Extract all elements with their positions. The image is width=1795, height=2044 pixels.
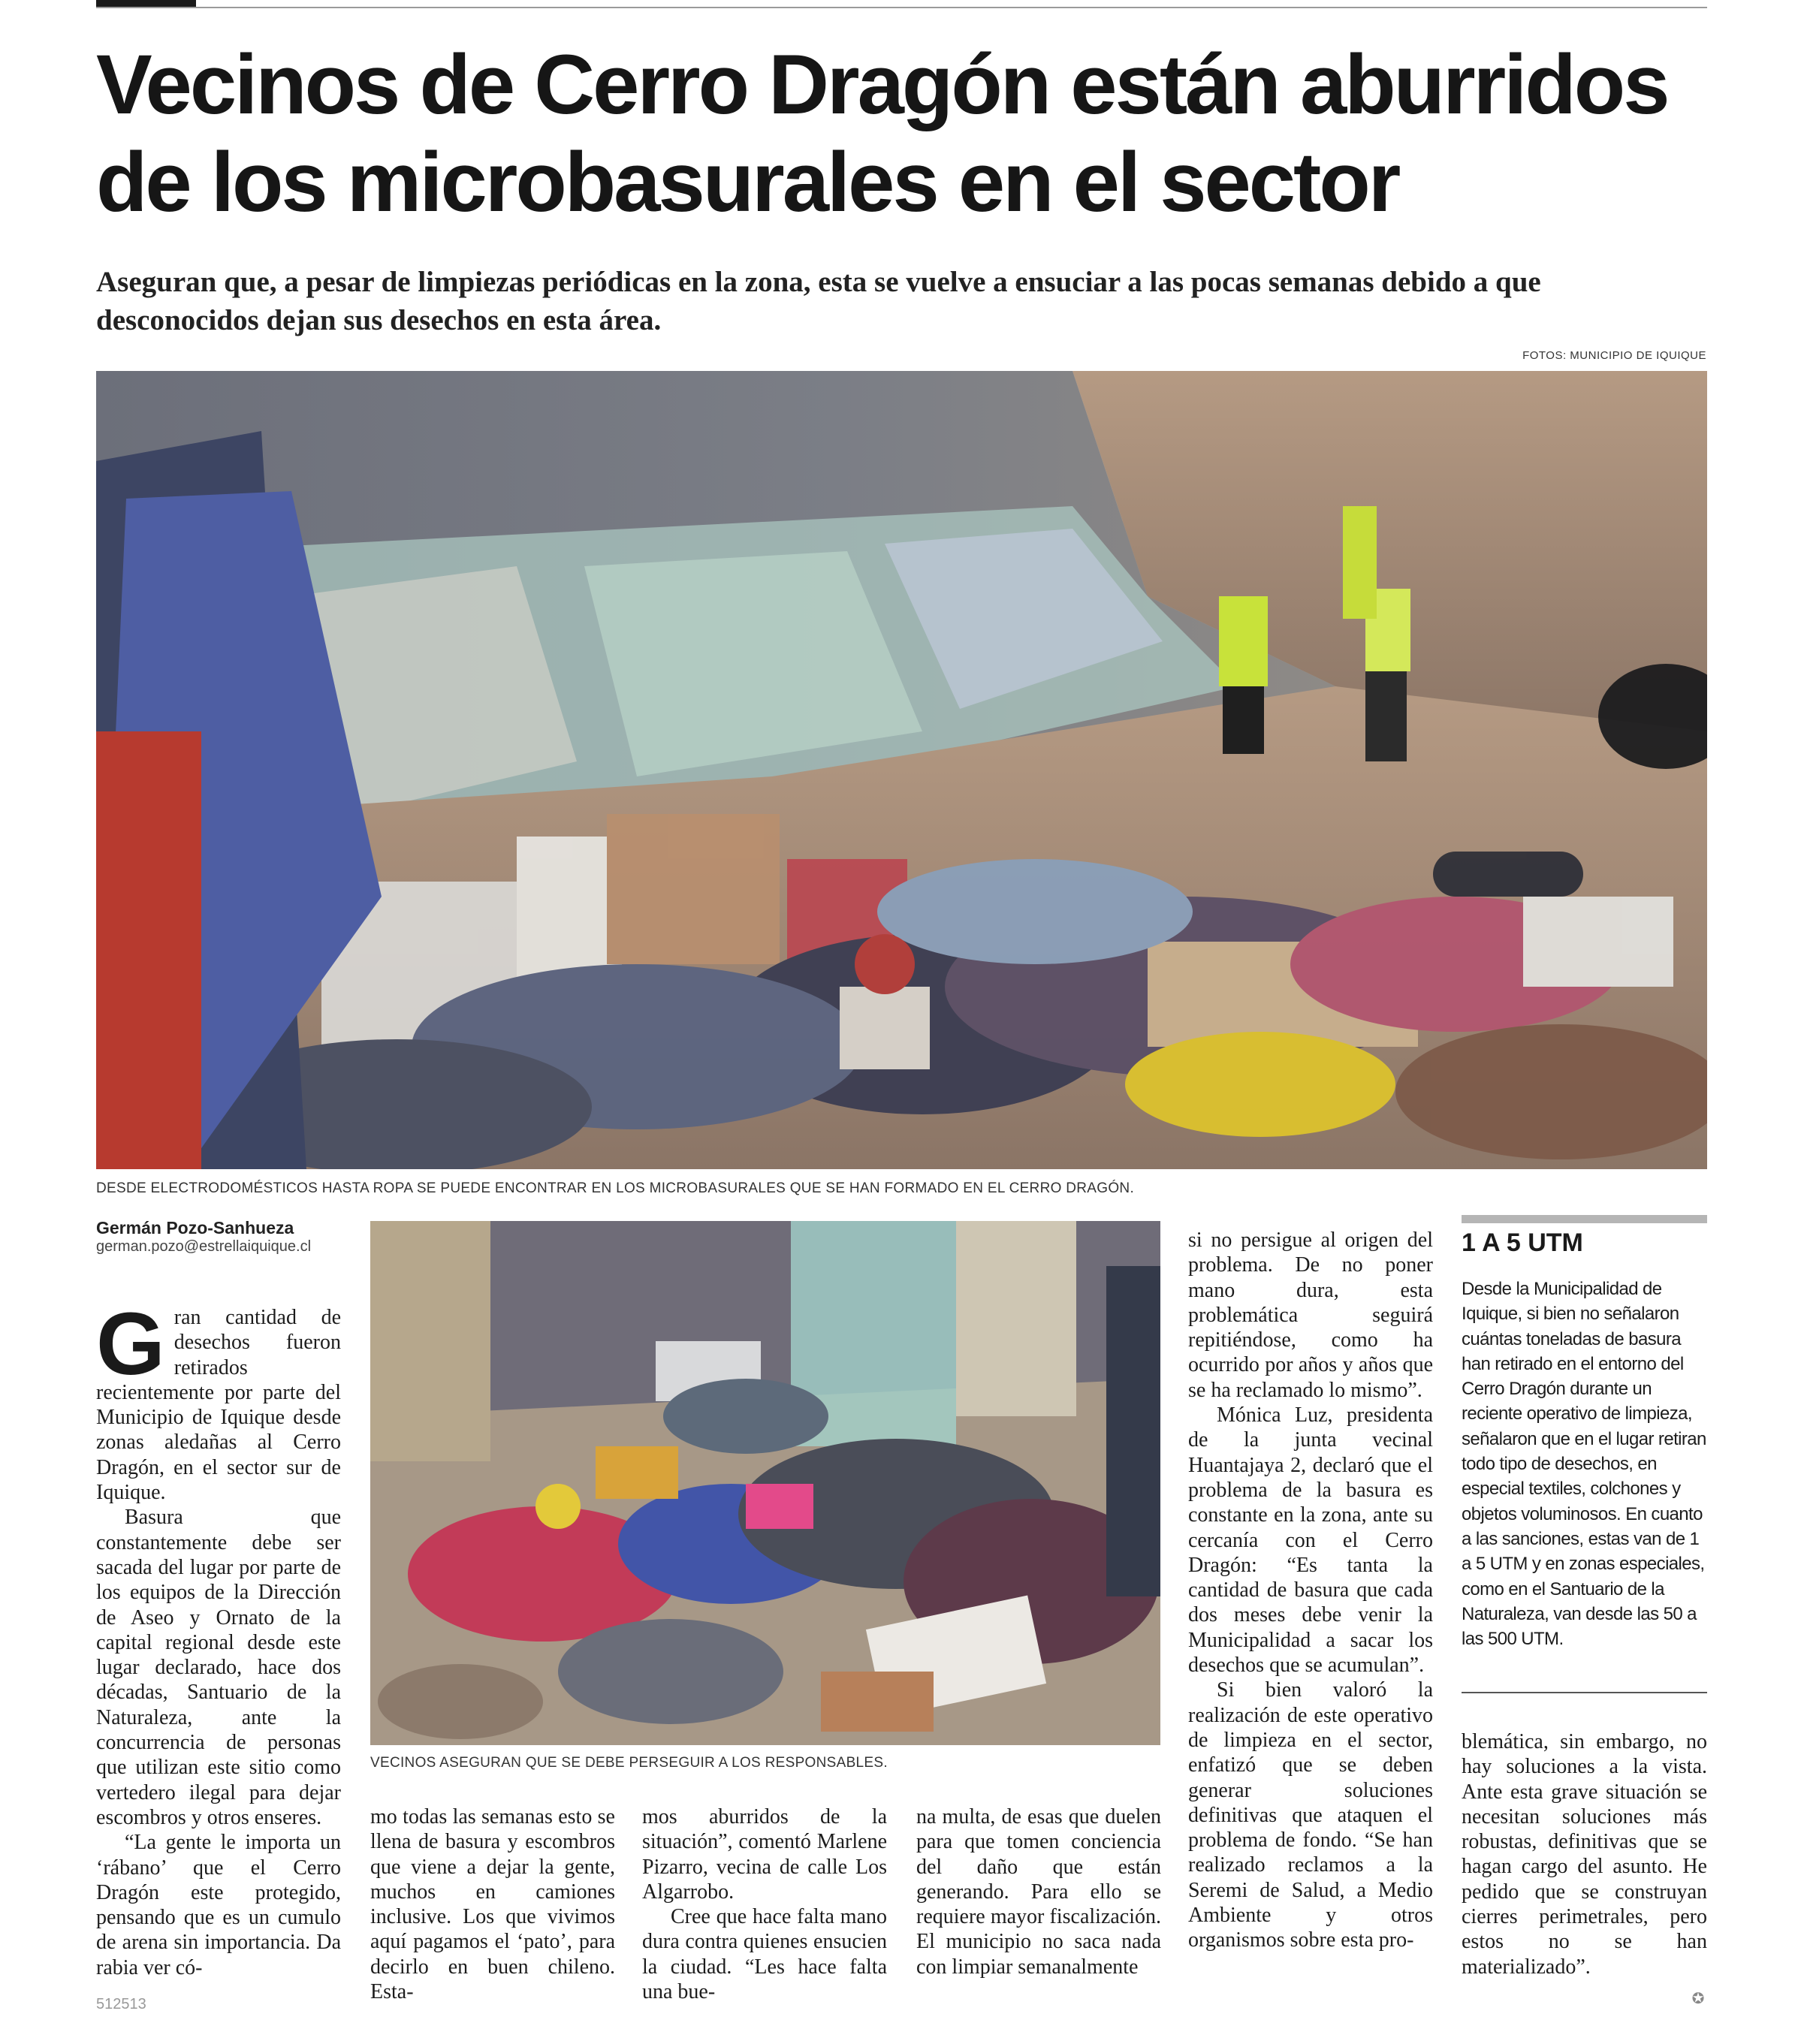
paragraph: mo todas las semanas esto se llena de basura y escombros que viene a dejar la gente, muchos en camiones inclusive. Los que vivimos aquí pagamos el ‘pato’, para decirlo en buen chileno. Esta- [370, 1805, 615, 2004]
article-column-6 [1462, 1729, 1707, 1979]
paragraph: “La gente le importa un ‘rábano’ que el Cerro Dragón este protegido, pensando que es un cumulo de arena sin importancia. Da rabia ver có- [96, 1831, 341, 1979]
article-column-3 [642, 1804, 887, 2004]
headline: Vecinos de Cerro Dragón están aburridos de los microbasurales en el sector [96, 38, 1668, 229]
dropcap: G [96, 1295, 165, 1394]
photo-credit: FOTOS: MUNICIPIO DE IQUIQUE [1522, 349, 1706, 362]
lead-paragraph: Gran cantidad de desechos fueron retirados recientemente por parte del Municipio de Iquique desde zonas aledañas al Cerro Dragón, en el sector sur de Iquique. [96, 1295, 341, 1505]
main-photo-caption: DESDE ELECTRODOMÉSTICOS HASTA ROPA SE PUEDE ENCONTRAR EN LOS MICROBASURALES QUE SE HAN FORMADO EN EL CERRO DRAGÓN. [96, 1180, 1135, 1196]
author-name: Germán Pozo-Sanhueza [96, 1218, 294, 1238]
article-column-5 [1188, 1228, 1433, 1953]
article-column-1 [96, 1295, 341, 1980]
sidebar-top-rule [1462, 1215, 1707, 1223]
page-code: 512513 [96, 1996, 146, 2012]
main-photo [96, 371, 1707, 1169]
second-photo-caption: VECINOS ASEGURAN QUE SE DEBE PERSEGUIR A LOS RESPONSABLES. [370, 1755, 888, 1771]
article-column-4 [916, 1804, 1161, 1979]
photo-garbage-wall-icon [96, 371, 1707, 1169]
sidebar-bottom-rule [1462, 1692, 1707, 1693]
article-column-2 [370, 1804, 615, 2004]
sidebar-title: 1 A 5 UTM [1462, 1229, 1583, 1257]
paragraph: Cree que hace falta mano dura contra quienes ensucien la ciudad. “Les hace falta una bue- [642, 1905, 887, 2004]
sidebar-text: Desde la Municipalidad de Iquique, si bien no señalaron cuántas toneladas de basura han retirado en el entorno del Cerro Dragón durante un reciente operativo de limpieza, señalaron que en el lugar retiran todo tipo de desechos, en especial textiles, colchones y objetos voluminosos. En cuanto a las sanciones, estas van de 1 a 5 UTM y en zonas especiales, como en el Santuario de la Naturaleza, van desde las 50 a las 500 UTM. [1462, 1279, 1706, 1650]
paragraph: blemática, sin embargo, no hay soluciones a la vista. Ante esta grave situación se necesitan soluciones más robustas, definitivas que se hagan cargo del asunto. He pedido que se construyan cierres perimetrales, pero estos no se han materializado”. [1462, 1730, 1707, 1979]
top-rule [96, 7, 1707, 8]
end-mark-icon: ✪ [1691, 1989, 1705, 2007]
paragraph: na multa, de esas que duelen para que tomen conciencia del daño que están generando. Para ello se requiere mayor fiscalización. El municipio no saca nada con limpiar semanalmente [916, 1805, 1161, 1979]
second-photo [370, 1221, 1160, 1745]
paragraph: mos aburridos de la situación”, comentó Marlene Pizarro, vecina de calle Los Algarrobo. [642, 1805, 887, 1904]
paragraph: Mónica Luz, presidenta de la junta vecinal Huantajaya 2, declaró que el problema de la basura es constante en la zona, ante su cercanía con el Cerro Dragón: “Es tanta la cantidad de basura que cada dos meses debe venir la Municipalidad a sacar los desechos que se acumulan”. [1188, 1403, 1433, 1678]
author-email: german.pozo@estrellaiquique.cl [96, 1238, 312, 1255]
paragraph: Si bien valoró la realización de este operativo de limpieza en el sector, enfatizó que se deben generar soluciones definitivas que ataquen el problema de fondo. “Se han realizado reclamos a la Seremi de Salud, a Medio Ambiente y otros organismos sobre esta pro- [1188, 1678, 1433, 1952]
paragraph: si no persigue al origen del problema. De no poner mano dura, esta problemática seguirá repitiéndose, como ha ocurrido por años y años que se ha reclamado lo mismo”. [1188, 1229, 1433, 1402]
photo-garbage-pile-icon [370, 1221, 1160, 1745]
subheadline: Aseguran que, a pesar de limpiezas periódicas en la zona, esta se vuelve a ensuciar a las pocas semanas debido a que desconocidos dejan sus desechos en esta área. [96, 266, 1541, 336]
paragraph: Basura que constantemente debe ser sacada del lugar por parte de los equipos de la Dirección de Aseo y Ornato de la capital regional desde este lugar declarado, hace dos décadas, Santuario de la Naturaleza, ante la concurrencia de personas que utilizan este sitio como vertedero ilegal para dejar escombros y otros enseres. [96, 1506, 341, 1829]
